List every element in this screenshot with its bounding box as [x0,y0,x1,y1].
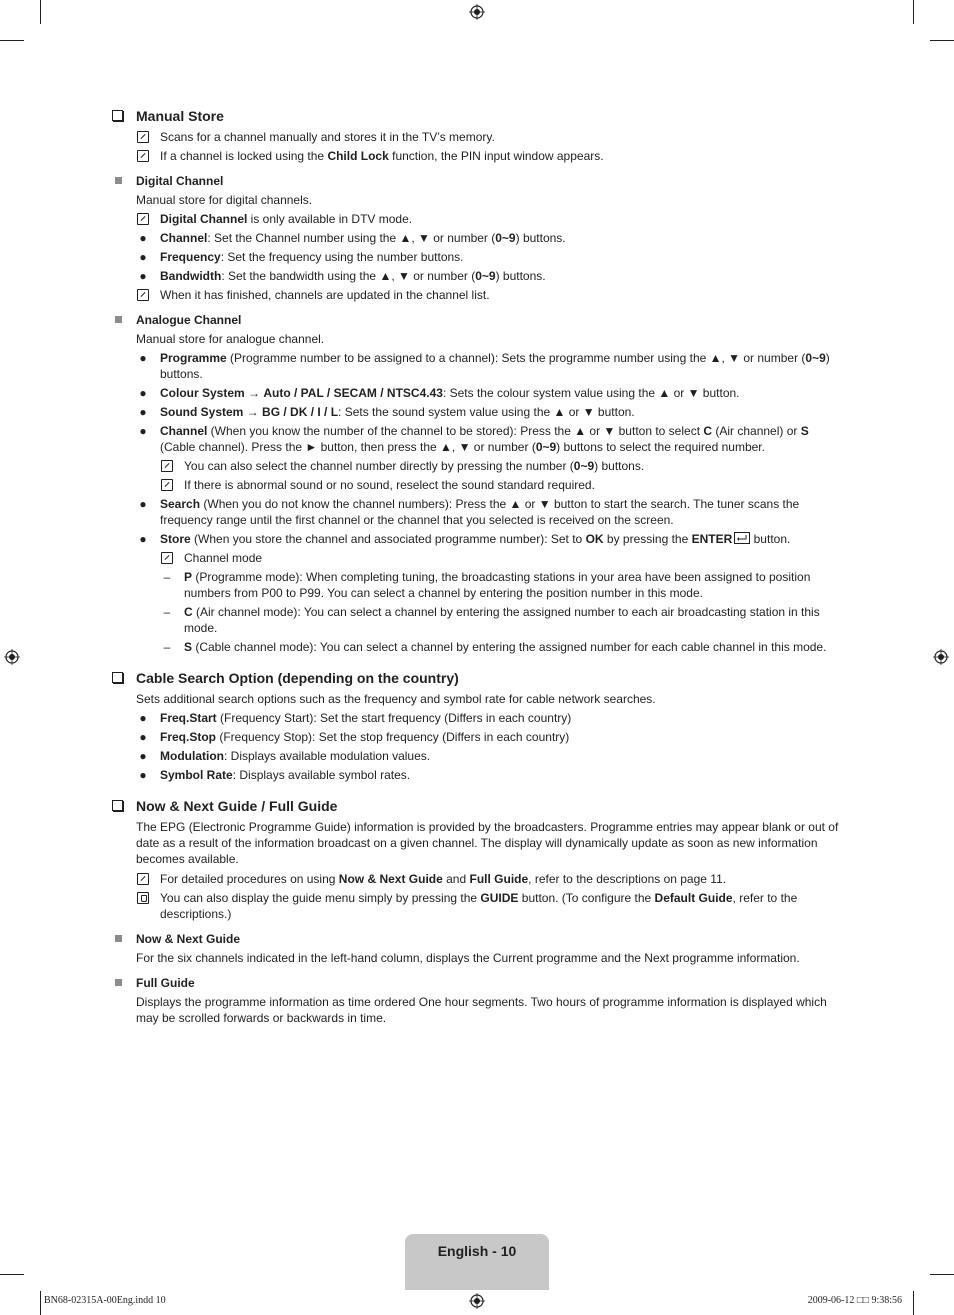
square-bullet-icon [115,177,122,184]
note: You can also select the channel number directly by pressing the number (0~9) buttons. [110,458,845,474]
tip: You can also display the guide menu simply by pressing the GUIDE button. (To configure the Default Guide, refer to the descriptions.) [110,890,845,922]
paragraph: Sets additional search options such as the frequency and symbol rate for cable network searches. [136,692,656,706]
subsection-heading-now-next-guide: Now & Next Guide [110,931,845,947]
crop-mark [930,1274,954,1275]
list-item: – P (Programme mode): When completing tuning, the broadcasting stations in your area have been assigned to position numbers from P00 to P99. You can select a channel by entering the position number in this mode. [163,570,811,600]
page-content [110,107,845,1026]
checkbox-bullet-icon [112,672,123,683]
paragraph: Manual store for digital channels. [136,193,313,207]
list-item: ● Store (When you store the channel and associated programme number): Set to OK by pressing the ENTER button. [139,532,791,546]
note: If a channel is locked using the Child Lock function, the PIN input window appears. [110,148,845,164]
registration-mark-icon [4,649,20,665]
list-item: ● Sound System → BG / DK / I / L: Sets the sound system value using the ▲ or ▼ button. [139,405,635,419]
paragraph: The EPG (Electronic Programme Guide) information is provided by the broadcasters. Programme entries may appear blank or out of date as a result of the information broadcast on a given channel. The display will dynamically update as soon as new information becomes available. [136,820,839,866]
note-icon [137,150,149,162]
note-icon [137,289,149,301]
note-icon [137,213,149,225]
note: Channel mode [110,550,845,566]
crop-mark [913,1291,914,1315]
square-bullet-icon [115,979,122,986]
subsection-heading-digital-channel: Digital Channel [110,173,845,189]
list-item: ● Programme (Programme number to be assigned to a channel): Sets the programme number using the ▲, ▼ or number (0~9) buttons. [139,351,830,381]
tip-icon [137,892,149,904]
registration-mark-icon [933,649,949,665]
list-item: ● Modulation: Displays available modulation values. [139,749,431,763]
crop-mark [0,1274,24,1275]
enter-button-icon [734,532,750,544]
paragraph: For the six channels indicated in the left-hand column, displays the Current programme and the Next programme information. [136,951,800,965]
section-heading-guide: Now & Next Guide / Full Guide [110,797,845,815]
subsection-heading-full-guide: Full Guide [110,975,845,991]
crop-mark [40,1291,41,1315]
note-icon [161,479,173,491]
note: For detailed procedures on using Now & Next Guide and Full Guide, refer to the descriptions on page 11. [110,871,845,887]
paragraph: Displays the programme information as time ordered One hour segments. Two hours of programme information is displayed which may be scrolled forwards or backwards in time. [136,995,827,1025]
note-icon [161,460,173,472]
slug-filename: BN68-02315A-00Eng.indd 10 [44,1295,166,1306]
list-item: ● Search (When you do not know the channel numbers): Press the ▲ or ▼ button to start the search. The tuner scans the frequency range until the first channel or the channel that you selected is received on the screen. [139,497,800,527]
list-item: ● Symbol Rate: Displays available symbol rates. [139,768,411,782]
note-icon [137,873,149,885]
page-number: English - 10 [437,1243,517,1259]
checkbox-bullet-icon [112,110,123,121]
list-item: ● Colour System → Auto / PAL / SECAM / NTSC4.43: Sets the colour system value using the ▲ or ▼ button. [139,386,740,400]
list-item: ● Freq.Stop (Frequency Stop): Set the stop frequency (Differs in each country) [139,730,570,744]
list-item: ● Channel: Set the Channel number using the ▲, ▼ or number (0~9) buttons. [139,231,566,245]
registration-mark-icon [469,4,485,20]
square-bullet-icon [115,935,122,942]
list-item: ● Freq.Start (Frequency Start): Set the start frequency (Differs in each country) [139,711,572,725]
paragraph: Manual store for analogue channel. [136,332,325,346]
note-icon [161,552,173,564]
crop-mark [930,40,954,41]
section-heading-manual-store: Manual Store [110,107,845,125]
list-item: ● Frequency: Set the frequency using the number buttons. [139,250,464,264]
note: Digital Channel is only available in DTV mode. [110,211,845,227]
crop-mark [913,0,914,24]
section-heading-cable-search: Cable Search Option (depending on the country) [110,669,845,687]
slug-timestamp: 2009-06-12 □□ 9:38:56 [807,1295,902,1306]
note: When it has finished, channels are updated in the channel list. [110,287,845,303]
registration-mark-icon [469,1293,485,1309]
crop-mark [0,40,24,41]
note: If there is abnormal sound or no sound, reselect the sound standard required. [110,477,845,493]
list-item: – S (Cable channel mode): You can select a channel by entering the assigned number for each cable channel in this mode. [163,640,827,654]
checkbox-bullet-icon [112,800,123,811]
note: Scans for a channel manually and stores it in the TV’s memory. [110,129,845,145]
list-item: ● Bandwidth: Set the bandwidth using the ▲, ▼ or number (0~9) buttons. [139,269,546,283]
note-icon [137,131,149,143]
list-item: ● Channel (When you know the number of the channel to be stored): Press the ▲ or ▼ button to select C (Air channel) or S (Cable channel). Press the ► button, then press the ▲, ▼ or number (0~9) buttons to select the required number. [139,424,809,454]
crop-mark [40,0,41,24]
square-bullet-icon [115,316,122,323]
list-item: – C (Air channel mode): You can select a channel by entering the assigned number to each air broadcasting station in this mode. [163,605,820,635]
subsection-heading-analogue-channel: Analogue Channel [110,312,845,328]
page-number-tab [405,1234,549,1290]
